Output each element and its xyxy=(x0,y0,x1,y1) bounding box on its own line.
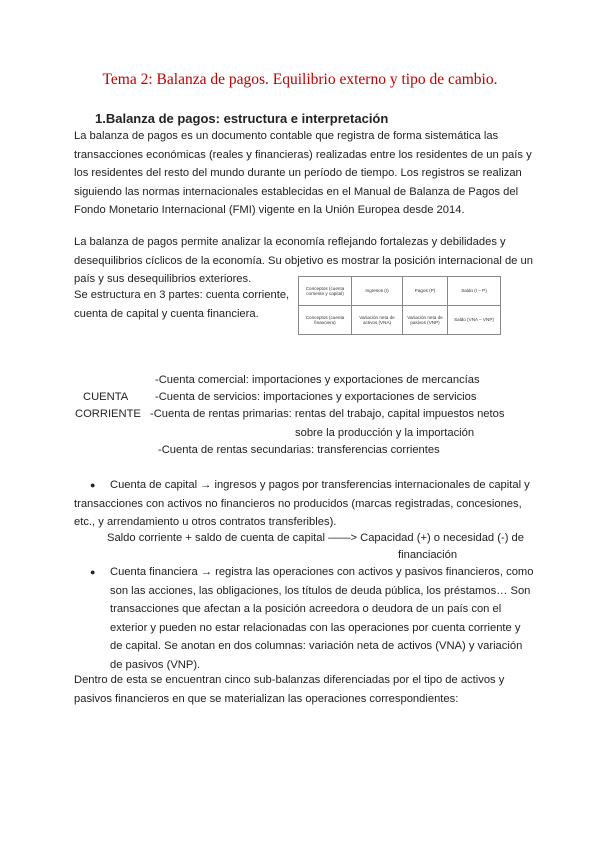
text-line: Cuenta financiera → registra las operaciones con activos y pasivos financieros, como xyxy=(110,566,534,578)
current-account-item: -Cuenta comercial: importaciones y exportaciones de mercancías xyxy=(155,374,480,386)
text-line: siguiendo las normas internacionales establecidas en el Manual de Balanza de Pagos del xyxy=(74,185,519,198)
table-cell: Conceptos (cuenta financiera) xyxy=(299,306,352,335)
text-line: La balanza de pagos permite analizar la economía reflejando fortalezas y debilidades y xyxy=(74,236,506,248)
current-account-item: -Cuenta de rentas primarias: rentas del trabajo, capital impuestos netos xyxy=(150,408,505,420)
text-line: pasivos financieros en que se materializan las operaciones correspondientes: xyxy=(74,692,459,705)
page-title: Tema 2: Balanza de pagos. Equilibrio externo y tipo de cambio. xyxy=(102,71,498,88)
formula-line: financiación xyxy=(398,549,458,561)
table-row xyxy=(299,277,501,306)
text-line: país y sus desequilibrios exteriores. xyxy=(74,273,252,285)
text-line: de pasivos (VNP). xyxy=(110,658,201,671)
table-row xyxy=(299,306,501,335)
text-line: Se estructura en 3 partes: cuenta corriente, xyxy=(74,289,290,301)
current-account-item: -Cuenta de rentas secundarias: transferencias corrientes xyxy=(158,444,440,456)
text-line: Dentro de esta se encuentran cinco sub-balanzas diferenciadas por el tipo de activos y xyxy=(74,674,505,686)
text-line: La balanza de pagos es un documento contable que registra de forma sistemática las xyxy=(74,130,499,142)
text-line: cuenta de capital y cuenta financiera. xyxy=(74,307,259,320)
balance-table xyxy=(298,276,501,335)
current-account-label: CUENTA xyxy=(83,391,129,403)
text-line: de capital. Se anotan en dos columnas: variación neta de activos (VNA) y variación xyxy=(110,640,523,652)
text-line: exterior y pueden no estar relacionadas con las operaciones por cuenta corriente y xyxy=(110,621,521,634)
text-line: Cuenta de capital → ingresos y pagos por transferencias internacionales de capital y xyxy=(110,479,530,491)
current-account-item: -Cuenta de servicios: importaciones y exportaciones de servicios xyxy=(155,391,477,403)
text-line: son las acciones, las obligaciones, los títulos de deuda pública, los préstamos… Son xyxy=(110,584,531,597)
text-line: etc., y arrendamiento u otros contratos transferibles). xyxy=(74,516,337,528)
bullet-icon: ● xyxy=(90,567,96,577)
table-cell: Variación neta de pasivos (VNP) xyxy=(403,306,448,335)
table-cell: Ingresos (I) xyxy=(352,277,403,306)
section-heading: 1.Balanza de pagos: estructura e interpretación xyxy=(95,111,389,126)
text-line: los residentes del resto del mundo durante un período de tiempo. Los registros se realizan xyxy=(74,167,522,179)
text-line: transacciones que afectan a la posición acreedora o deudora de un país con el xyxy=(110,603,502,615)
table-cell: Saldo (I – P) xyxy=(448,277,501,306)
formula-line: Saldo corriente + saldo de cuenta de capital ——> Capacidad (+) o necesidad (-) de xyxy=(107,532,524,544)
bullet-icon: ● xyxy=(90,480,96,490)
current-account-label: CORRIENTE xyxy=(75,408,141,420)
table-cell: Saldo (VNA – VNP) xyxy=(448,306,501,335)
current-account-item: sobre la producción y la importación xyxy=(295,427,475,439)
text-line: desequilibrios cíclicos de la economía. Su objetivo es mostrar la posición internacional de un xyxy=(74,254,533,267)
text-line: transacciones con activos no financieros no producidos (marcas registradas, concesiones, xyxy=(74,497,522,510)
text-line: Fondo Monetario Internacional (FMI) vigente en la Unión Europea desde 2014. xyxy=(74,204,465,216)
table-cell: Variación neta de activos (VNA) xyxy=(352,306,403,335)
table-cell: Pagos (P) xyxy=(403,277,448,306)
text-line: transacciones económicas (reales y financieras) realizadas entre los residentes de un país y xyxy=(74,148,532,161)
table-cell: Conceptos (cuenta corriente y capital) xyxy=(299,277,352,306)
